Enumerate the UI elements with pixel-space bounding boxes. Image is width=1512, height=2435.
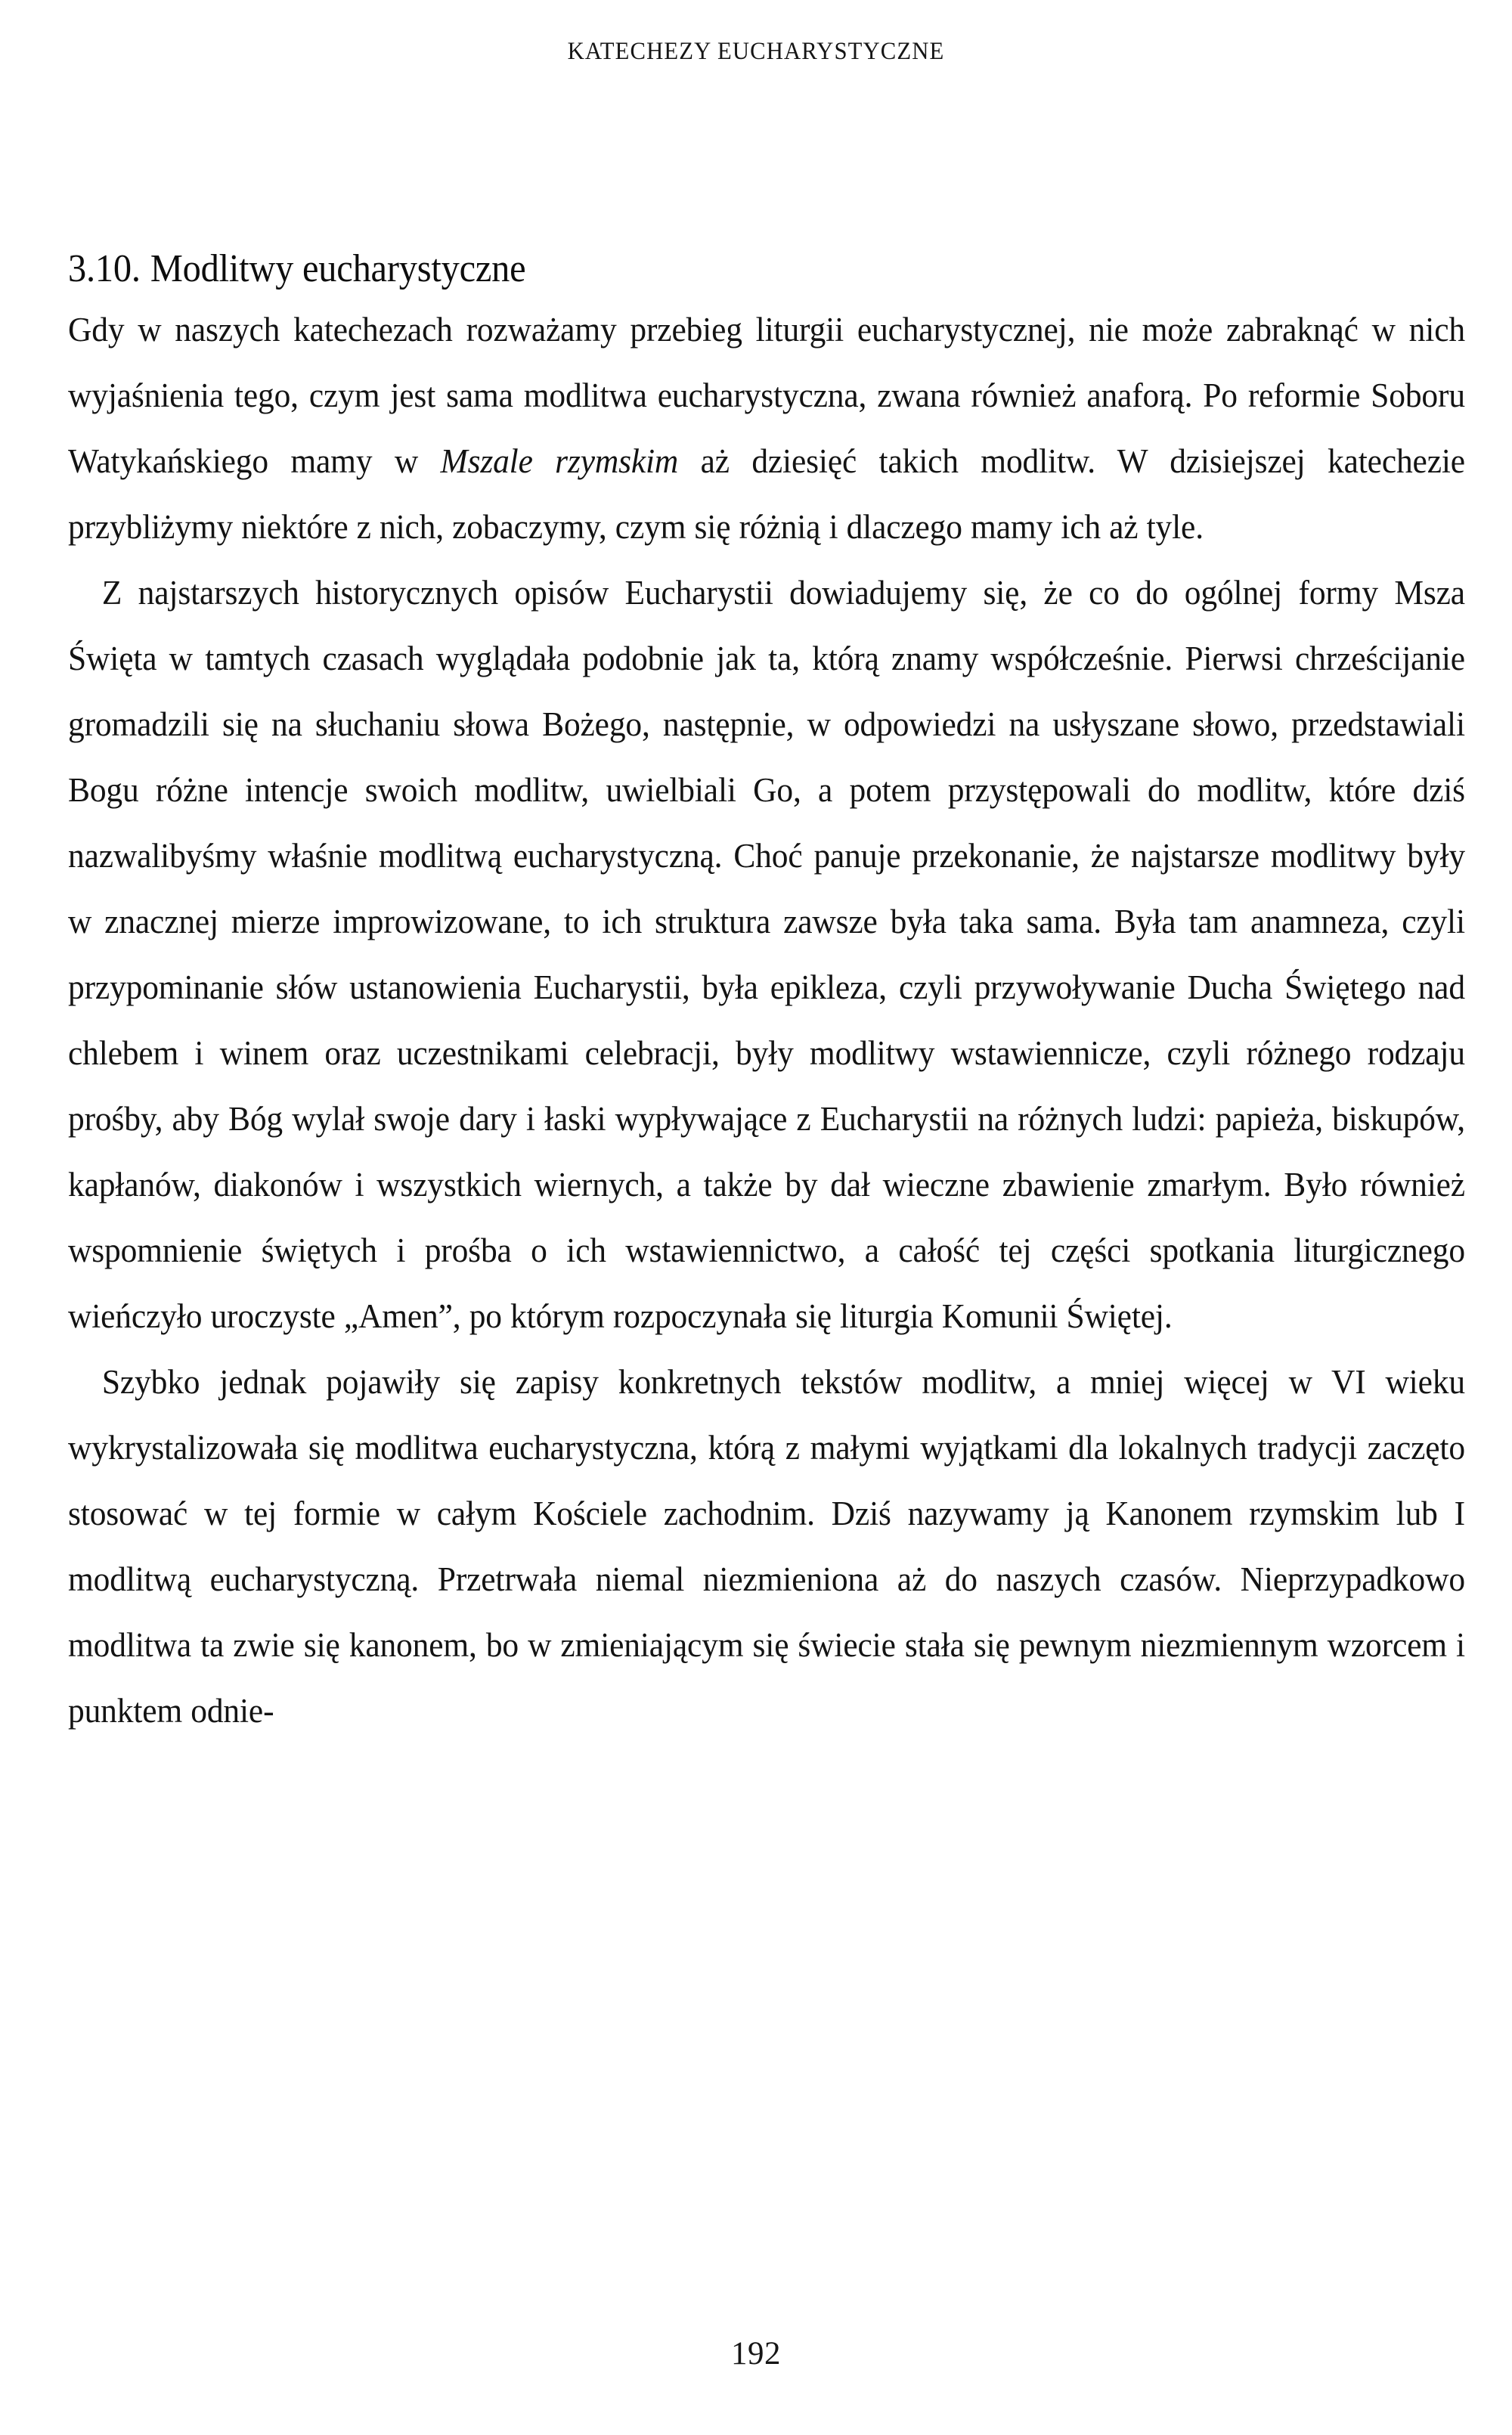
- italic-book-title: Mszale rzymskim: [440, 441, 679, 480]
- section-number: 3.10.: [68, 247, 141, 291]
- paragraph-1-part-a: Gdy w naszych katechezach rozważamy przebieg liturgii eucharystycznej, nie może zabraknąć w nich wyjaśnienia tego, czym jest sama modlitwa eucharystyczna, zwana również anaforą. Po reformie Soboru Watykańskiego mamy w: [68, 310, 1465, 480]
- paragraph-1-part-b: aż dziesięć takich modlitw. W dzisiejszej katechezie przybliżymy niektóre z nich, zobaczymy, czym się różnią i dlaczego mamy ich aż tyle.: [68, 441, 1465, 546]
- body-text-block: [68, 296, 1465, 1743]
- section-title: Modlitwy eucharystyczne: [150, 247, 526, 291]
- section-heading: [68, 246, 1369, 293]
- running-header: KATECHEZY EUCHARYSTYCZNE: [567, 38, 945, 65]
- paragraph-3: Szybko jednak pojawiły się zapisy konkretnych tekstów modlitw, a mniej więcej w VI wieku wykrystalizowała się modlitwa eucharystyczna, którą z małymi wyjątkami dla lokalnych tradycji zaczęto stosować w tej formie w całym Kościele zachodnim. Dziś nazywamy ją Kanonem rzymskim lub I modlitwą eucharystyczną. Przetrwała niemal niezmieniona aż do naszych czasów. Nieprzypadkowo modlitwa ta zwie się kanonem, bo w zmieniającym się świecie stała się pewnym niezmiennym wzorcem i punktem odnie-: [68, 1362, 1465, 1730]
- page-number: 192: [731, 2336, 781, 2371]
- paragraph-1: [68, 296, 1465, 559]
- paragraph-2: Z najstarszych historycznych opisów Eucharystii dowiadujemy się, że co do ogólnej formy Msza Święta w tamtych czasach wyglądała podobnie jak ta, którą znamy współcześnie. Pierwsi chrześcijanie gromadzili się na słuchaniu słowa Bożego, następnie, w odpowiedzi na usłyszane słowo, przedstawiali Bogu różne intencje swoich modlitw, uwielbiali Go, a potem przystępowali do modlitw, które dziś nazwalibyśmy właśnie modlitwą eucharystyczną. Choć panuje przekonanie, że najstarsze modlitwy były w znacznej mierze improwizowane, to ich struktura zawsze była taka sama. Była tam anamneza, czyli przypominanie słów ustanowienia Eucharystii, była epikleza, czyli przywoływanie Ducha Świętego nad chlebem i winem oraz uczestnikami celebracji, były modlitwy wstawiennicze, czyli różnego rodzaju prośby, aby Bóg wylał swoje dary i łaski wypływające z Eucharystii na różnych ludzi: papieża, biskupów, kapłanów, diakonów i wszystkich wiernych, a także by dał wieczne zbawienie zmarłym. Było również wspomnienie świętych i prośba o ich wstawiennictwo, a całość tej części spotkania liturgicznego wieńczyło uroczyste „Amen”, po którym rozpoczynała się liturgia Komunii Świętej.: [68, 573, 1465, 1335]
